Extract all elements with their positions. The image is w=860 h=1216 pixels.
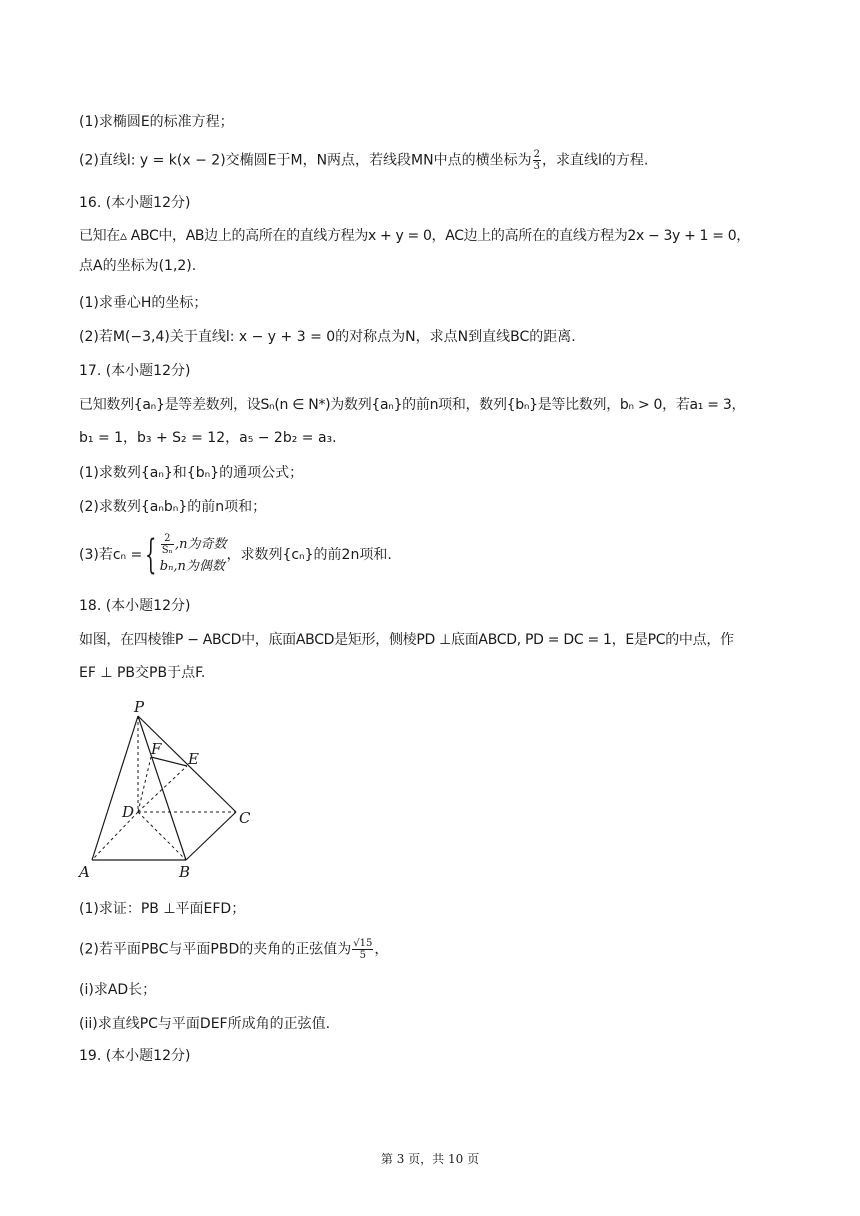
case-even: bₙ,n为偶数 — [159, 558, 225, 574]
pyramid-figure — [70, 694, 270, 884]
case-odd-text: ,n为奇数 — [174, 536, 227, 552]
q17-part3 — [79, 527, 392, 583]
label-C: C — [239, 809, 251, 827]
fraction-denominator: 3 — [533, 161, 540, 172]
q15-part2 — [79, 149, 648, 172]
label-D: D — [122, 803, 135, 821]
fraction-2-over-sn — [161, 533, 174, 556]
q18-part2-text-a: (2)若平面PBC与平面PBD的夹角的正弦值为 — [79, 941, 352, 958]
q17-part3-text-b: ，求数列{cₙ}的前2n项和. — [226, 547, 392, 563]
q16-stem-line1: 已知在▵ ABC中，AB边上的高所在的直线方程为x + y = 0，AC边上的高所在的直线方程为2x − 3y + 1 = 0， — [79, 228, 750, 244]
q18-stem-line2: EF ⊥ PB交PB于点F. — [79, 665, 206, 681]
label-B: B — [179, 863, 191, 881]
fraction-two-thirds — [533, 149, 541, 172]
question-16-heading: 16. (本小题12分) — [79, 195, 191, 211]
q17-part1: (1)求数列{aₙ}和{bₙ}的通项公式； — [79, 465, 304, 481]
question-17-heading: 17. (本小题12分) — [79, 363, 191, 379]
fraction-numerator: 2 — [161, 533, 174, 545]
q15-part2-text-a: (2)直线l: y = k(x − 2)交椭圆E于M，N两点，若线段MN中点的横坐标为 — [79, 152, 532, 169]
q18-part2 — [79, 938, 388, 961]
question-18-heading: 18. (本小题12分) — [79, 598, 191, 614]
q17-stem-line1: 已知数列{aₙ}是等差数列，设Sₙ(n ∈ N*)为数列{aₙ}的前n项和，数列{bₙ}是等比数列，bₙ > 0，若a₁ = 3， — [79, 397, 746, 413]
q16-part1: (1)求垂心H的坐标； — [79, 295, 208, 311]
left-brace: { — [145, 532, 157, 578]
fraction-numerator: 2 — [533, 149, 540, 160]
fraction-denominator: Sₙ — [161, 544, 173, 556]
q17-part2: (2)求数列{aₙbₙ}的前n项和； — [79, 499, 267, 515]
page-footer: 第 3 页，共 10 页 — [380, 1152, 480, 1166]
label-E: E — [188, 750, 199, 768]
q17-part3-text-a: (3)若cₙ = — [79, 547, 143, 563]
case-odd — [160, 533, 227, 556]
q18-stem-line1: 如图，在四棱锥P − ABCD中，底面ABCD是矩形，侧棱PD ⊥底面ABCD, PD = DC = 1，E是PC的中点，作 — [79, 632, 734, 648]
edge-DF — [138, 757, 151, 812]
question-19-heading: 19. (本小题12分) — [79, 1048, 191, 1064]
fraction-numerator: √15 — [353, 938, 373, 949]
label-A: A — [79, 863, 90, 881]
label-P: P — [134, 698, 145, 716]
edge-BC — [186, 812, 236, 860]
q18-part1: (1)求证：PB ⊥平面EFD； — [79, 901, 246, 917]
q18-part2-text-b: ， — [374, 941, 389, 958]
edge-PB — [138, 716, 186, 860]
q18-subpart-i: (i)求AD长； — [79, 982, 157, 998]
q15-part1: (1)求椭圆E的标准方程； — [79, 114, 234, 130]
q15-part2-text-b: ，求直线l的方程. — [541, 152, 649, 169]
piecewise-cases — [160, 533, 227, 578]
q17-stem-line2: b₁ = 1，b₃ + S₂ = 12，a₅ − 2b₂ = a₃. — [79, 430, 337, 446]
edge-PA — [92, 716, 138, 860]
edge-DB — [138, 812, 186, 860]
q16-part2: (2)若M(−3,4)关于直线l: x − y + 3 = 0的对称点为N，求点N到直线BC的距离. — [79, 329, 576, 345]
q18-subpart-ii: (ii)求直线PC与平面DEF所成角的正弦值. — [79, 1016, 331, 1032]
label-F: F — [151, 740, 162, 758]
pyramid-hidden-edges — [92, 716, 236, 860]
fraction-denominator: 5 — [359, 950, 366, 961]
q16-stem-line2: 点A的坐标为(1,2). — [79, 258, 197, 274]
fraction-sqrt15-over-5 — [352, 938, 373, 961]
